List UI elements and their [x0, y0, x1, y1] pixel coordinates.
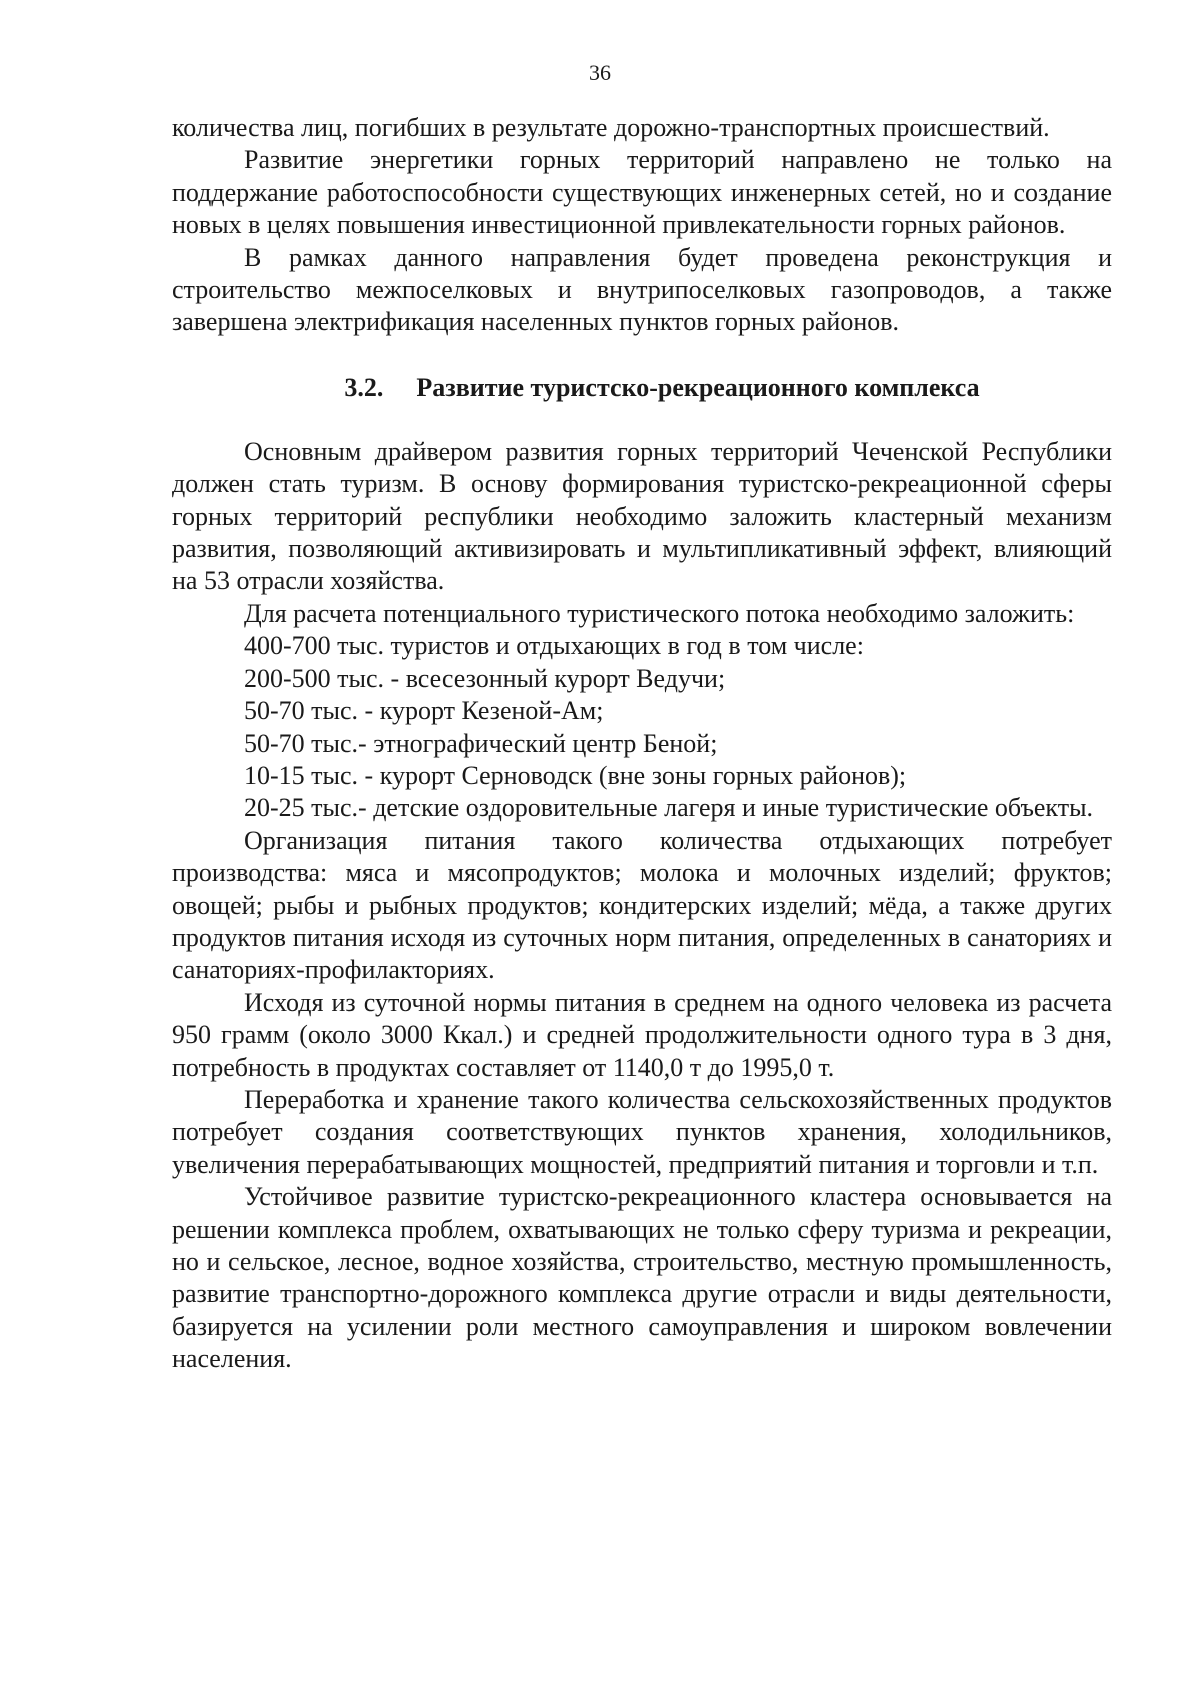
section-heading	[172, 372, 1112, 404]
paragraph-tourism-driver: Основным драйвером развития горных территорий Чеченской Республики должен стать туризм. В основу формирования туристско-рекреационной сферы горных территорий республики необходимо заложить кластерный механизм развития, позволяющий активизировать и мультипликативный эффект, влияющий на 53 отрасли хозяйства.	[172, 436, 1112, 596]
paragraph-daily-norm: Исходя из суточной нормы питания в среднем на одного человека из расчета 950 грамм (около 3000 Ккал.) и средней продолжительности одного тура в 3 дня, потребность в продуктах составляет от 1140,0 т до 1995,0 т.	[172, 987, 1112, 1082]
paragraph-energy-development: Развитие энергетики горных территорий направлено не только на поддержание работоспособности существующих инженерных сетей, но и создание новых в целях повышения инвестиционной привлекательности горных районов.	[172, 145, 1112, 240]
list-item-veduchi: 200-500 тыс. - всесезонный курорт Ведучи;	[244, 663, 726, 693]
list-item-children-camps: 20-25 тыс.- детские оздоровительные лагеря и иные туристические объекты.	[244, 793, 1094, 823]
paragraph-food-organization: Организация питания такого количества отдыхающих потребует производства: мяса и мясопродуктов; молока и молочных изделий; фруктов; овощей; рыбы и рыбных продуктов; кондитерских изделий; мёда, а также других продуктов питания исходя из суточных норм питания, определенных в санаториях и санаториях-профилакториях.	[172, 825, 1112, 985]
list-item-kezenoy-am: 50-70 тыс. - курорт Кезеной-Ам;	[244, 696, 604, 726]
section-number: 3.2.	[344, 372, 384, 402]
list-item-benoy: 50-70 тыс.- этнографический центр Беной;	[244, 728, 718, 758]
list-item-total-tourists: 400-700 тыс. туристов и отдыхающих в год в том числе:	[244, 631, 864, 661]
list-item-serno vodsk: 10-15 тыс. - курорт Серноводск (вне зоны горных районов);	[244, 760, 907, 790]
page-number: 36	[589, 60, 611, 85]
paragraph-gas-electrification: В рамках данного направления будет проведена реконструкция и строительство межпоселковых и внутрипоселковых газопроводов, а также завершена электрификация населенных пунктов горных районов.	[172, 242, 1112, 337]
paragraph-continuation: количества лиц, погибших в результате дорожно-транспортных происшествий.	[172, 113, 1050, 142]
paragraph-tourist-flow-intro: Для расчета потенциального туристического потока необходимо заложить:	[244, 598, 1075, 628]
paragraph-processing-storage: Переработка и хранение такого количества сельскохозяйственных продуктов потребует создания соответствующих пунктов хранения, холодильников, увеличения перерабатывающих мощностей, предприятий питания и торговли и т.п.	[172, 1084, 1112, 1179]
page-body	[172, 112, 1112, 1376]
paragraph-sustainable-development: Устойчивое развитие туристско-рекреационного кластера основывается на решении комплекса проблем, охватывающих не только сферу туризма и рекреации, но и сельское, лесное, водное хозяйства, строительство, местную промышленность, развитие транспортно-дорожного комплекса другие отрасли и виды деятельности, базируется на усилении роли местного самоуправления и широком вовлечении населения.	[172, 1182, 1112, 1374]
section-title: Развитие туристско-рекреационного комплекса	[416, 372, 980, 402]
